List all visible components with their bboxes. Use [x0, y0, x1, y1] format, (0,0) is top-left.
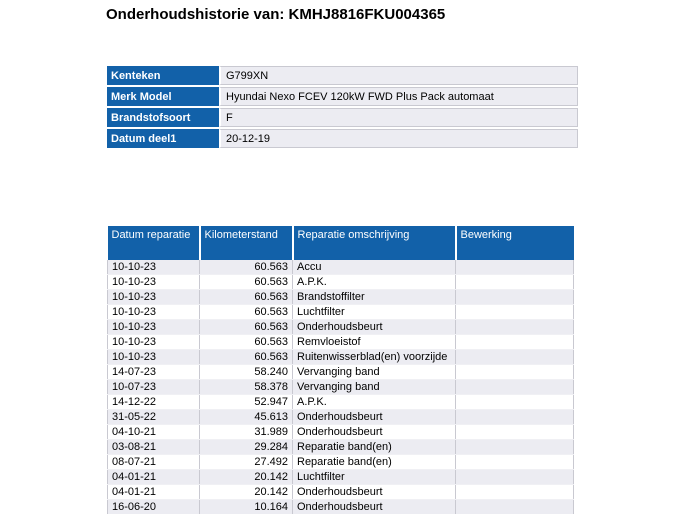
cell-reparatie-omschrijving: Brandstoffilter: [293, 290, 456, 305]
cell-reparatie-omschrijving: Luchtfilter: [293, 305, 456, 320]
cell-reparatie-omschrijving: Vervanging band: [293, 380, 456, 395]
cell-kilometerstand: 52.947: [200, 395, 293, 410]
vehicle-info-row: [107, 108, 578, 127]
cell-kilometerstand: 31.989: [200, 425, 293, 440]
cell-bewerking: [456, 395, 574, 410]
cell-reparatie-omschrijving: Onderhoudsbeurt: [293, 320, 456, 335]
vehicle-info-label: Datum deel1: [107, 129, 219, 148]
maintenance-table: [107, 226, 574, 514]
cell-bewerking: [456, 290, 574, 305]
maintenance-row: [108, 395, 574, 410]
cell-bewerking: [456, 440, 574, 455]
cell-bewerking: [456, 425, 574, 440]
cell-reparatie-omschrijving: Onderhoudsbeurt: [293, 500, 456, 514]
cell-datum-reparatie: 14-12-22: [108, 395, 200, 410]
cell-reparatie-omschrijving: Reparatie band(en): [293, 440, 456, 455]
cell-datum-reparatie: 10-10-23: [108, 275, 200, 290]
cell-bewerking: [456, 365, 574, 380]
column-header-datum-reparatie: Datum reparatie: [108, 226, 200, 260]
cell-datum-reparatie: 10-10-23: [108, 335, 200, 350]
cell-bewerking: [456, 455, 574, 470]
cell-datum-reparatie: 16-06-20: [108, 500, 200, 514]
cell-datum-reparatie: 10-10-23: [108, 305, 200, 320]
cell-bewerking: [456, 320, 574, 335]
vehicle-info-value: 20-12-19: [219, 129, 578, 148]
cell-bewerking: [456, 410, 574, 425]
maintenance-row: [108, 440, 574, 455]
cell-datum-reparatie: 04-01-21: [108, 485, 200, 500]
cell-reparatie-omschrijving: Onderhoudsbeurt: [293, 485, 456, 500]
vehicle-info-label: Brandstofsoort: [107, 108, 219, 127]
maintenance-row: [108, 380, 574, 395]
vehicle-info-value: Hyundai Nexo FCEV 120kW FWD Plus Pack automaat: [219, 87, 578, 106]
vehicle-info-value: F: [219, 108, 578, 127]
maintenance-row: [108, 290, 574, 305]
maintenance-row: [108, 365, 574, 380]
cell-bewerking: [456, 335, 574, 350]
cell-datum-reparatie: 03-08-21: [108, 440, 200, 455]
vehicle-info-row: [107, 129, 578, 148]
cell-bewerking: [456, 260, 574, 275]
maintenance-row: [108, 320, 574, 335]
cell-kilometerstand: 58.378: [200, 380, 293, 395]
cell-kilometerstand: 60.563: [200, 305, 293, 320]
maintenance-row: [108, 260, 574, 275]
column-header-reparatie-omschrijving: Reparatie omschrijving: [293, 226, 456, 260]
cell-kilometerstand: 29.284: [200, 440, 293, 455]
cell-kilometerstand: 20.142: [200, 485, 293, 500]
maintenance-row: [108, 425, 574, 440]
cell-datum-reparatie: 14-07-23: [108, 365, 200, 380]
cell-kilometerstand: 60.563: [200, 275, 293, 290]
cell-reparatie-omschrijving: A.P.K.: [293, 275, 456, 290]
cell-datum-reparatie: 10-07-23: [108, 380, 200, 395]
maintenance-row: [108, 500, 574, 514]
maintenance-row: [108, 410, 574, 425]
cell-reparatie-omschrijving: Ruitenwisserblad(en) voorzijde: [293, 350, 456, 365]
cell-bewerking: [456, 500, 574, 514]
vehicle-info-table: [107, 64, 578, 150]
cell-datum-reparatie: 08-07-21: [108, 455, 200, 470]
cell-kilometerstand: 60.563: [200, 260, 293, 275]
cell-datum-reparatie: 10-10-23: [108, 320, 200, 335]
cell-bewerking: [456, 485, 574, 500]
maintenance-row: [108, 350, 574, 365]
vehicle-info-body: [107, 66, 578, 148]
cell-bewerking: [456, 470, 574, 485]
cell-datum-reparatie: 04-10-21: [108, 425, 200, 440]
cell-kilometerstand: 60.563: [200, 290, 293, 305]
cell-kilometerstand: 10.164: [200, 500, 293, 514]
cell-kilometerstand: 45.613: [200, 410, 293, 425]
vehicle-info-label: Merk Model: [107, 87, 219, 106]
cell-kilometerstand: 20.142: [200, 470, 293, 485]
page-title: Onderhoudshistorie van: KMHJ8816FKU004365: [106, 6, 446, 23]
cell-kilometerstand: 60.563: [200, 320, 293, 335]
cell-reparatie-omschrijving: Onderhoudsbeurt: [293, 425, 456, 440]
cell-reparatie-omschrijving: Vervanging band: [293, 365, 456, 380]
cell-datum-reparatie: 04-01-21: [108, 470, 200, 485]
maintenance-row: [108, 455, 574, 470]
column-header-kilometerstand: Kilometerstand: [200, 226, 293, 260]
cell-bewerking: [456, 275, 574, 290]
cell-reparatie-omschrijving: Reparatie band(en): [293, 455, 456, 470]
vehicle-info-value: G799XN: [219, 66, 578, 85]
cell-reparatie-omschrijving: Luchtfilter: [293, 470, 456, 485]
cell-kilometerstand: 60.563: [200, 335, 293, 350]
cell-datum-reparatie: 10-10-23: [108, 290, 200, 305]
cell-bewerking: [456, 305, 574, 320]
cell-kilometerstand: 60.563: [200, 350, 293, 365]
cell-datum-reparatie: 10-10-23: [108, 350, 200, 365]
cell-bewerking: [456, 350, 574, 365]
cell-kilometerstand: 58.240: [200, 365, 293, 380]
maintenance-row: [108, 275, 574, 290]
maintenance-row: [108, 335, 574, 350]
cell-reparatie-omschrijving: Onderhoudsbeurt: [293, 410, 456, 425]
maintenance-row: [108, 470, 574, 485]
cell-datum-reparatie: 10-10-23: [108, 260, 200, 275]
vehicle-info-row: [107, 87, 578, 106]
maintenance-body: [108, 260, 574, 514]
cell-kilometerstand: 27.492: [200, 455, 293, 470]
vehicle-info-row: [107, 66, 578, 85]
cell-datum-reparatie: 31-05-22: [108, 410, 200, 425]
cell-bewerking: [456, 380, 574, 395]
maintenance-row: [108, 485, 574, 500]
column-header-bewerking: Bewerking: [456, 226, 574, 260]
maintenance-row: [108, 305, 574, 320]
cell-reparatie-omschrijving: Accu: [293, 260, 456, 275]
vehicle-info-label: Kenteken: [107, 66, 219, 85]
maintenance-header-row: [108, 226, 574, 260]
cell-reparatie-omschrijving: Remvloeistof: [293, 335, 456, 350]
cell-reparatie-omschrijving: A.P.K.: [293, 395, 456, 410]
